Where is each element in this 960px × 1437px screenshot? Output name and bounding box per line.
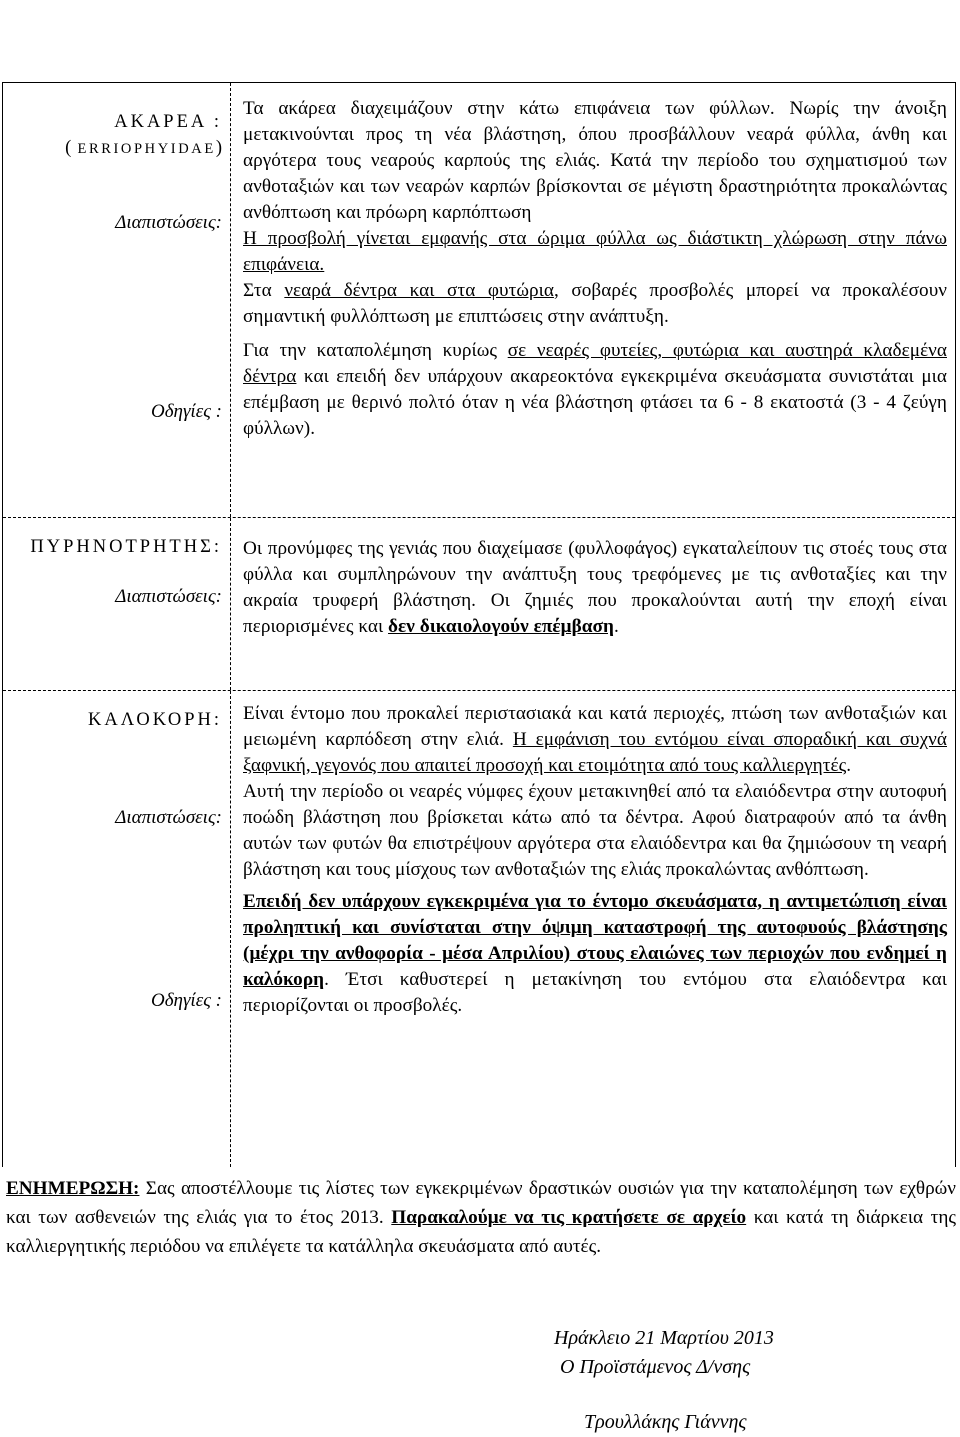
signature-place-date: Ηράκλειο 21 Μαρτίου 2013	[554, 1327, 774, 1349]
findings-paragraph: Αυτή την περίοδο οι νεαρές νύμφες έχουν μετακινηθεί από τα ελαιόδεντρα στην αυτοφυή ποώδη βλάστηση που βρίσκεται κάτω από τα δέντρα. Αφού διατραφούν από τα άνθη αυτών των φυτών θα επιστρέψουν αργότερα στα ελαιόδεντρα και θα ζημιώσουν τη νεαρή βλάστηση και τους μίσχους των ανθοταξιών της ελιάς προκαλώντας ανθόπτωση.	[243, 781, 947, 880]
label-cell-kalokori	[3, 691, 231, 1167]
findings-label: Διαπιστώσεις:	[115, 586, 222, 607]
findings-paragraph: Οι προνύμφες της γενιάς που διαχείμασε (φυλλοφάγος) εγκαταλείπουν τις στοές τους στα φύλλα και συμπληρώνουν την ανάπτυξη τους τρεφόμενες με τις ανθοταξίες και την ακραία τρυφερή βλάστηση. Οι ζημιές που προκαλούνται αυτή την εποχή είναι περιορισμένες και δεν δικαιολογούν επέμβαση.	[243, 538, 947, 637]
findings-paragraph: Τα ακάρεα διαχειμάζουν στην κάτω επιφάνεια των φύλλων. Νωρίς την άνοιξη μετακινούνται προς τη νέα βλάστηση, όπου προσβάλλουν νεαρά φύλλα, άνθη και αργότερα τους νεαρούς καρπούς της ελιάς. Κατά την περίοδο του σχηματισμού των ανθοταξιών και των νεαρών καρπών βρίσκονται σε μέγιστη δραστηριότητα προκαλώντας ανθόπτωση και πρόωρη καρπόπτωση	[243, 98, 947, 223]
update-label: ΕΝΗΜΕΡΩΣΗ:	[6, 1178, 140, 1199]
findings-paragraph: Στα νεαρά δέντρα και στα φυτώρια, σοβαρές προσβολές μπορεί να προκαλέσουν σημαντική φυλλόπτωση με επιπτώσεις στην ανάπτυξη.	[243, 280, 947, 327]
instructions-paragraph: Επειδή δεν υπάρχουν εγκεκριμένα για το έντομο σκευάσματα, η αντιμετώπιση είναι προληπτική και συνίσταται στην όψιμη καταστροφή της αυτοφυούς βλάστησης (μέχρι την ανθοφορία - μέσα Απριλίου) στους ελαιώνες των περιοχών που ενδημεί η καλόκορη. Έτσι καθυστερεί η μετακίνηση του εντόμου στα ελαιόδεντρα και περιορίζονται οι προσβολές.	[243, 891, 947, 1016]
signature-name: Τρουλλάκης Γιάννης	[584, 1411, 747, 1433]
findings-label: Διαπιστώσεις:	[115, 212, 222, 233]
pest-table	[2, 82, 956, 1167]
pest-title-akarea: ΑΚΑΡΕΑ :	[114, 112, 222, 132]
findings-label: Διαπιστώσεις:	[115, 807, 222, 828]
instructions-label: Οδηγίες :	[150, 990, 222, 1011]
signature-block	[554, 1324, 774, 1437]
update-paragraph: ΕΝΗΜΕΡΩΣΗ: Σας αποστέλλουμε τις λίστες των εγκεκριμένων δραστικών ουσιών για την καταπολέμηση των εχθρών και των ασθενειών της ελιάς για το έτος 2013. Παρακαλούμε να τις κρατήσετε σε αρχείο και κατά τη διάρκεια της καλλιεργητικής περιόδου να επιλέγετε τα κατάλληλα σκευάσματα από αυτές.	[6, 1178, 956, 1257]
signature-position: Ο Προϊστάμενος Δ/νσης	[560, 1356, 751, 1378]
row-akarea	[3, 83, 955, 518]
content-cell-akarea	[231, 83, 955, 517]
label-cell-akarea	[3, 83, 231, 517]
pest-title-kalokori: ΚΑΛΟΚΟΡΗ:	[88, 710, 222, 730]
label-cell-pyrinotritis	[3, 518, 231, 690]
pest-scientific-name: ( ERRIOPHYIDAE)	[65, 138, 222, 158]
instructions-paragraph: Για την καταπολέμηση κυρίως σε νεαρές φυτείες, φυτώρια και αυστηρά κλαδεμένα δέντρα και επειδή δεν υπάρχουν ακαρεοκτόνα εγκεκριμένα σκευάσματα συνιστάται μια επέμβαση με θερινό πολτό όταν η νέα βλάστηση φτάσει τα 6 - 8 εκατοστά (3 - 4 ζεύγη φύλλων).	[243, 340, 947, 439]
findings-paragraph: Είναι έντομο που προκαλεί περιστασιακά και κατά περιοχές, πτώση των ανθοταξιών και μειωμένη καρπόδεση στην ελιά. Η εμφάνιση του εντόμου είναι σποραδική και συχνά ξαφνική, γεγονός που απαιτεί προσοχή και ετοιμότητα από τους καλλιεργητές.	[243, 703, 947, 776]
row-pyrinotritis	[3, 518, 955, 691]
findings-paragraph: Η προσβολή γίνεται εμφανής στα ώριμα φύλλα ως διάστικτη χλώρωση στην πάνω επιφάνεια.	[243, 228, 947, 275]
row-kalokori	[3, 691, 955, 1167]
content-cell-kalokori	[231, 691, 955, 1167]
instructions-label: Οδηγίες :	[150, 401, 222, 422]
content-cell-pyrinotritis	[231, 518, 955, 690]
pest-title-pyrinotritis: ΠΥΡΗΝΟΤΡΗΤΗΣ:	[30, 537, 222, 557]
